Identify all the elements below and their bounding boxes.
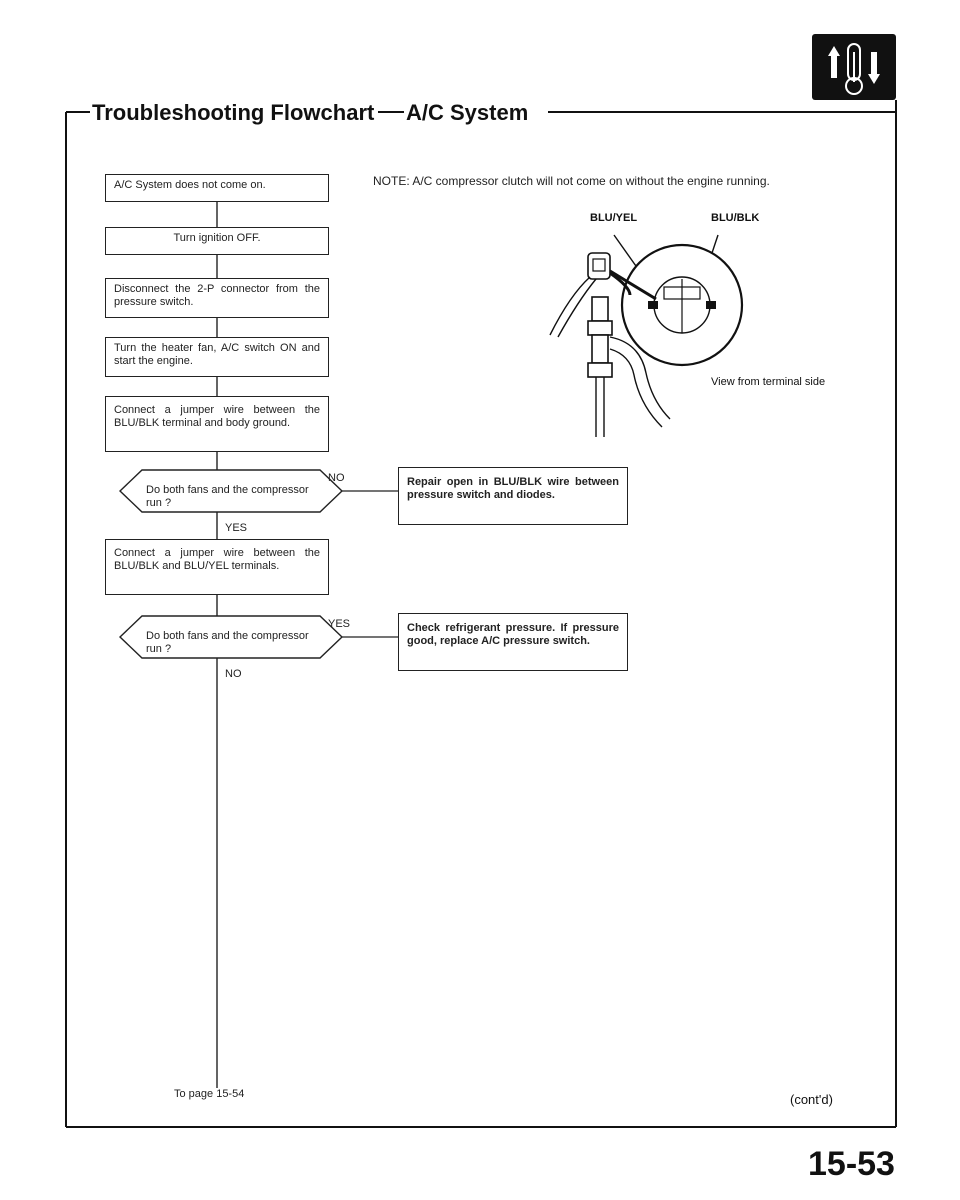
- page-title: Troubleshooting Flowchart: [92, 100, 375, 125]
- label-blu-yel: BLU/YEL: [590, 212, 638, 224]
- step-2-text: Turn ignition OFF.: [173, 232, 261, 244]
- step-3-text: Disconnect the 2-P connector from the pressure switch.: [114, 283, 320, 308]
- decision-2-yes-label: YES: [328, 618, 351, 630]
- step-3-box: [105, 278, 329, 318]
- step-5-text: Connect a jumper wire between the BLU/BLK terminal and body ground.: [114, 404, 320, 429]
- decision-1-yes-label: YES: [225, 522, 248, 534]
- step-6-box: [105, 539, 329, 595]
- decision-2-no-label: NO: [225, 668, 242, 680]
- pressure-switch-figure: [530, 205, 850, 445]
- repair-open-box: [398, 467, 628, 525]
- contd-label: (cont'd): [790, 1092, 833, 1107]
- decision-1-text: Do both fans and the compressor run ?: [146, 484, 309, 509]
- note-text: NOTE: A/C compressor clutch will not come on without the engine running.: [373, 174, 770, 188]
- check-refrigerant-box: [398, 613, 628, 671]
- repair-open-text: Repair open in BLU/BLK wire between pressure switch and diodes.: [407, 476, 619, 501]
- check-refrigerant-text: Check refrigerant pressure. If pressure good, replace A/C pressure switch.: [407, 622, 619, 647]
- page-subtitle: A/C System: [406, 100, 529, 125]
- label-blu-blk: BLU/BLK: [711, 212, 760, 224]
- step-1-text: A/C System does not come on.: [114, 179, 266, 191]
- step-4-box: [105, 337, 329, 377]
- step-2-box: [105, 227, 329, 255]
- page-number: 15-53: [808, 1145, 895, 1183]
- figure-caption: View from terminal side: [711, 376, 826, 388]
- decision-1-no-label: NO: [328, 472, 345, 484]
- step-4-text: Turn the heater fan, A/C switch ON and start the engine.: [114, 342, 320, 367]
- step-5-box: [105, 396, 329, 452]
- step-6-text: Connect a jumper wire between the BLU/BLK and BLU/YEL terminals.: [114, 547, 320, 572]
- decision-2-text: Do both fans and the compressor run ?: [146, 630, 309, 655]
- step-1-box: [105, 174, 329, 202]
- to-page-label: To page 15-54: [174, 1088, 245, 1100]
